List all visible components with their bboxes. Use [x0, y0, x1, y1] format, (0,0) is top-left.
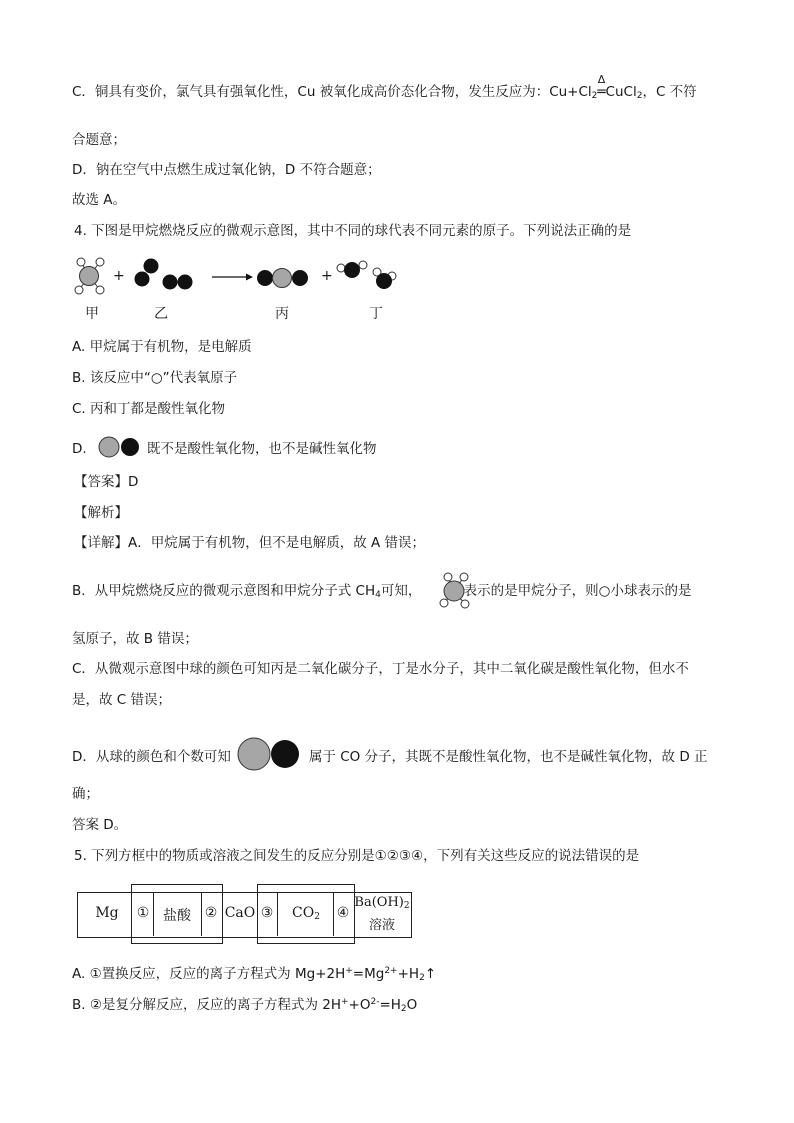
n3-divider [277, 892, 278, 936]
choose-a-line: 故选 A。 [72, 192, 127, 208]
q5-a-mid: =Mg [352, 966, 385, 982]
q5-b-mid: +O [348, 997, 371, 1013]
q5-a-arrow: ↑ [424, 966, 437, 982]
subscript: 2 [419, 973, 425, 983]
option-d-letter: D. [72, 441, 87, 457]
hcl-label: 盐酸 [163, 908, 191, 924]
detail-d [72, 737, 708, 771]
subscript: 2 [591, 91, 598, 101]
solution-text: 溶液 [368, 918, 395, 933]
baoh2-text: Ba(OH) [354, 895, 404, 910]
detail-c-2: 是，故 C 错误； [72, 692, 172, 708]
co2-text: CO [292, 905, 315, 921]
detail-d-cont: 确； [72, 786, 99, 802]
methane-molecule [75, 258, 104, 294]
c-option-tail: ，C 不符 [642, 84, 697, 100]
label-yi: 乙 [154, 306, 168, 322]
c-option-text: C．铜具有变价，氯气具有强氧化性，Cu 被氧化成高价态化合物，发生反应为：Cu+Cl [72, 84, 592, 100]
co-molecule-icon-large [237, 737, 305, 771]
answer-label: 【答案】D [74, 474, 139, 490]
detail-b-cont: 氢原子，故 B 错误； [72, 631, 198, 647]
detail-b-tail: 表示的是甲烷分子，则○小球表示的是 [463, 583, 692, 599]
c-option-cont: 合题意； [72, 132, 126, 148]
co-molecule-icon [97, 436, 145, 458]
q5-b-tail: =H [379, 997, 401, 1013]
subscript: 2 [636, 91, 643, 101]
mg-label: Mg [95, 905, 119, 921]
co2-label [280, 905, 332, 922]
subscript: 2 [400, 1004, 407, 1014]
q5-a-text: A. ①置换反应，反应的离子方程式为 Mg+2H [72, 966, 346, 982]
detail-d-text: D．从球的颜色和个数可知 [72, 749, 231, 765]
methane-molecule-icon [437, 570, 473, 612]
q5-a-mid2: +H [397, 966, 420, 982]
label-bing: 丙 [275, 306, 289, 322]
analysis-label: 【解析】 [74, 505, 128, 521]
d-option-line: D．钠在空气中点燃生成过氧化钠，D 不符合题意； [72, 162, 381, 178]
q4-option-b: B. 该反应中“○”代表氧原子 [72, 370, 238, 386]
label-ding: 丁 [369, 306, 383, 322]
answer-d: 答案 D。 [72, 817, 128, 833]
c-option-line [72, 73, 697, 106]
detail-b [72, 581, 691, 605]
superscript: 2+ [384, 966, 398, 976]
co2-molecule [257, 269, 308, 288]
q5-stem: 5. 下列方框中的物质或溶液之间发生的反应分别是①②③④，下列有关这些反应的说法错误的是 [74, 848, 640, 864]
baoh2-formula [352, 893, 412, 916]
plus-sign-2: + [321, 268, 333, 284]
detail-b-mid: 可知， [380, 583, 422, 599]
reaction-arrow [212, 274, 253, 281]
q4-stem: 4. 下图是甲烷燃烧反应的微观示意图，其中不同的球代表不同元素的原子。下列说法正确的是 [74, 223, 632, 239]
label-jia: 甲 [85, 306, 99, 322]
q4-option-c: C. 丙和丁都是酸性氧化物 [72, 401, 226, 417]
q5-option-b [72, 992, 417, 1019]
heat-condition: Δ ═ [597, 82, 605, 102]
oxygen-molecules [135, 259, 193, 290]
water-molecules [337, 261, 396, 289]
circle-4: ④ [336, 905, 350, 921]
q4-option-a: A. 甲烷属于有机物，是电解质 [72, 339, 252, 355]
superscript: 2- [370, 997, 380, 1007]
circle-3: ③ [260, 905, 274, 921]
superscript: + [345, 966, 353, 976]
option-d-text: 既不是酸性氧化物，也不是碱性氧化物 [146, 441, 377, 457]
q4-option-d [72, 436, 376, 459]
detail-d-tail: 属于 CO 分子，其既不是酸性氧化物，也不是碱性氧化物，故 D 正 [308, 749, 708, 765]
subscript: 4 [375, 590, 381, 600]
subscript: 2 [314, 912, 320, 922]
cucl2-text: CuCl [605, 84, 637, 100]
q5-b-text: B. ②是复分解反应，反应的离子方程式为 2H [72, 997, 341, 1013]
q5-option-a [72, 961, 436, 988]
plus-sign-1: + [113, 268, 125, 284]
circle-1: ① [136, 905, 150, 921]
cao-label: CaO [224, 905, 256, 921]
circle-2: ② [204, 905, 218, 921]
q5-b-end: O [406, 997, 418, 1013]
detail-b-text: B．从甲烷燃烧反应的微观示意图和甲烷分子式 CH [72, 583, 376, 599]
superscript: + [340, 997, 349, 1007]
delta-symbol: Δ [597, 73, 606, 86]
baoh2-label [352, 893, 412, 935]
detail-c-1: C．从微观示意图中球的颜色可知丙是二氧化碳分子，丁是水分子，其中二氧化碳是酸性氧化物，但水不 [72, 661, 689, 677]
subscript: 2 [403, 901, 410, 911]
detail-a: 【详解】A．甲烷属于有机物，但不是电解质，故 A 错误； [74, 535, 426, 551]
